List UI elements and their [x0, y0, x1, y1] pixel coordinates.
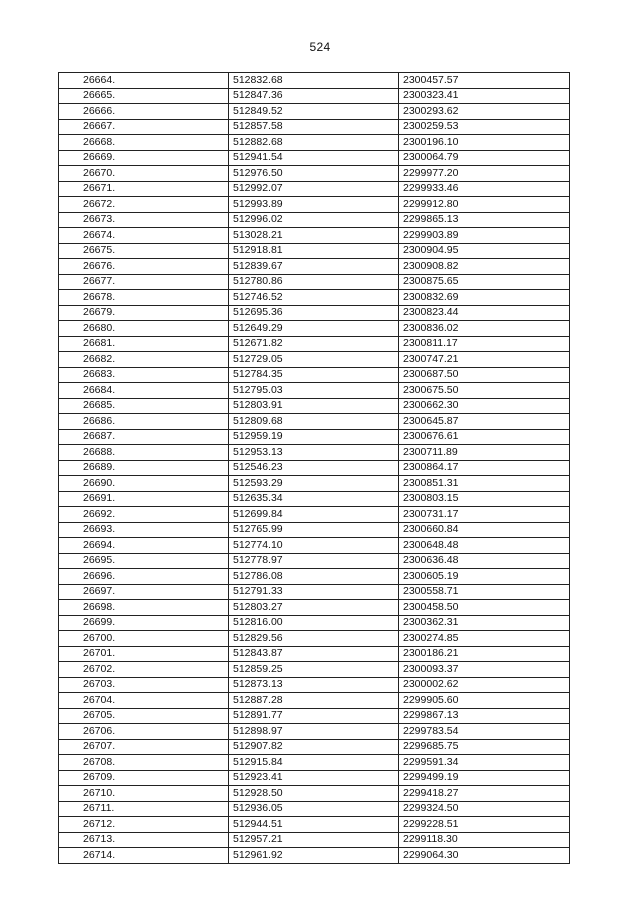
y-coordinate-cell: 2300293.62 [399, 104, 570, 120]
table-row [59, 398, 570, 414]
y-coordinate-cell: 2300362.31 [399, 615, 570, 631]
x-coordinate-cell: 512857.58 [229, 119, 399, 135]
point-number-cell: 26687. [59, 429, 229, 445]
table-row [59, 553, 570, 569]
table-row [59, 631, 570, 647]
table-row [59, 352, 570, 368]
point-number-cell: 26693. [59, 522, 229, 538]
table-row [59, 755, 570, 771]
y-coordinate-cell: 2300645.87 [399, 414, 570, 430]
y-coordinate-cell: 2300687.50 [399, 367, 570, 383]
x-coordinate-cell: 512915.84 [229, 755, 399, 771]
point-number-cell: 26695. [59, 553, 229, 569]
table-row [59, 538, 570, 554]
table-row [59, 708, 570, 724]
x-coordinate-cell: 512957.21 [229, 832, 399, 848]
y-coordinate-cell: 2299499.19 [399, 770, 570, 786]
table-row [59, 460, 570, 476]
x-coordinate-cell: 512887.28 [229, 693, 399, 709]
table-row [59, 522, 570, 538]
point-number-cell: 26696. [59, 569, 229, 585]
x-coordinate-cell: 512976.50 [229, 166, 399, 182]
point-number-cell: 26680. [59, 321, 229, 337]
x-coordinate-cell: 512729.05 [229, 352, 399, 368]
x-coordinate-cell: 512695.36 [229, 305, 399, 321]
x-coordinate-cell: 512928.50 [229, 786, 399, 802]
point-number-cell: 26699. [59, 615, 229, 631]
y-coordinate-cell: 2299865.13 [399, 212, 570, 228]
point-number-cell: 26665. [59, 88, 229, 104]
y-coordinate-cell: 2299867.13 [399, 708, 570, 724]
x-coordinate-cell: 512780.86 [229, 274, 399, 290]
table-row [59, 104, 570, 120]
table-row [59, 724, 570, 740]
table-row [59, 569, 570, 585]
table-row [59, 73, 570, 89]
point-number-cell: 26700. [59, 631, 229, 647]
x-coordinate-cell: 513028.21 [229, 228, 399, 244]
y-coordinate-cell: 2300558.71 [399, 584, 570, 600]
y-coordinate-cell: 2300605.19 [399, 569, 570, 585]
point-number-cell: 26707. [59, 739, 229, 755]
y-coordinate-cell: 2300675.50 [399, 383, 570, 399]
x-coordinate-cell: 512993.89 [229, 197, 399, 213]
y-coordinate-cell: 2300823.44 [399, 305, 570, 321]
point-number-cell: 26704. [59, 693, 229, 709]
table-row [59, 677, 570, 693]
table-row [59, 600, 570, 616]
table-row [59, 817, 570, 833]
x-coordinate-cell: 512784.35 [229, 367, 399, 383]
y-coordinate-cell: 2299903.89 [399, 228, 570, 244]
y-coordinate-cell: 2300811.17 [399, 336, 570, 352]
y-coordinate-cell: 2300836.02 [399, 321, 570, 337]
y-coordinate-cell: 2299977.20 [399, 166, 570, 182]
point-number-cell: 26664. [59, 73, 229, 89]
y-coordinate-cell: 2300662.30 [399, 398, 570, 414]
x-coordinate-cell: 512671.82 [229, 336, 399, 352]
table-row [59, 491, 570, 507]
x-coordinate-cell: 512593.29 [229, 476, 399, 492]
x-coordinate-cell: 512959.19 [229, 429, 399, 445]
point-number-cell: 26678. [59, 290, 229, 306]
x-coordinate-cell: 512849.52 [229, 104, 399, 120]
y-coordinate-cell: 2300259.53 [399, 119, 570, 135]
x-coordinate-cell: 512803.27 [229, 600, 399, 616]
y-coordinate-cell: 2300196.10 [399, 135, 570, 151]
table-row [59, 584, 570, 600]
point-number-cell: 26676. [59, 259, 229, 275]
point-number-cell: 26694. [59, 538, 229, 554]
table-row [59, 786, 570, 802]
point-number-cell: 26670. [59, 166, 229, 182]
y-coordinate-cell: 2299064.30 [399, 848, 570, 864]
x-coordinate-cell: 512774.10 [229, 538, 399, 554]
y-coordinate-cell: 2300908.82 [399, 259, 570, 275]
table-row [59, 383, 570, 399]
y-coordinate-cell: 2299783.54 [399, 724, 570, 740]
table-row [59, 150, 570, 166]
point-number-cell: 26701. [59, 646, 229, 662]
y-coordinate-cell: 2300002.62 [399, 677, 570, 693]
x-coordinate-cell: 512847.36 [229, 88, 399, 104]
table-row [59, 88, 570, 104]
x-coordinate-cell: 512746.52 [229, 290, 399, 306]
point-number-cell: 26667. [59, 119, 229, 135]
table-row [59, 290, 570, 306]
table-row [59, 367, 570, 383]
table-row [59, 243, 570, 259]
y-coordinate-cell: 2299685.75 [399, 739, 570, 755]
table-row [59, 445, 570, 461]
x-coordinate-cell: 512907.82 [229, 739, 399, 755]
y-coordinate-cell: 2300093.37 [399, 662, 570, 678]
table-row [59, 646, 570, 662]
table-row [59, 507, 570, 523]
point-number-cell: 26691. [59, 491, 229, 507]
point-number-cell: 26692. [59, 507, 229, 523]
x-coordinate-cell: 512832.68 [229, 73, 399, 89]
y-coordinate-cell: 2300676.61 [399, 429, 570, 445]
point-number-cell: 26669. [59, 150, 229, 166]
table-row [59, 119, 570, 135]
x-coordinate-cell: 512699.84 [229, 507, 399, 523]
x-coordinate-cell: 512859.25 [229, 662, 399, 678]
point-number-cell: 26681. [59, 336, 229, 352]
table-row [59, 770, 570, 786]
table-row [59, 305, 570, 321]
x-coordinate-cell: 512992.07 [229, 181, 399, 197]
x-coordinate-cell: 512778.97 [229, 553, 399, 569]
point-number-cell: 26675. [59, 243, 229, 259]
y-coordinate-cell: 2300064.79 [399, 150, 570, 166]
x-coordinate-cell: 512765.99 [229, 522, 399, 538]
x-coordinate-cell: 512944.51 [229, 817, 399, 833]
y-coordinate-cell: 2300636.48 [399, 553, 570, 569]
table-row [59, 166, 570, 182]
point-number-cell: 26710. [59, 786, 229, 802]
x-coordinate-cell: 512803.91 [229, 398, 399, 414]
y-coordinate-cell: 2300747.21 [399, 352, 570, 368]
y-coordinate-cell: 2300904.95 [399, 243, 570, 259]
point-number-cell: 26686. [59, 414, 229, 430]
point-number-cell: 26713. [59, 832, 229, 848]
y-coordinate-cell: 2299418.27 [399, 786, 570, 802]
point-number-cell: 26706. [59, 724, 229, 740]
table-row [59, 336, 570, 352]
y-coordinate-cell: 2300458.50 [399, 600, 570, 616]
table-row [59, 662, 570, 678]
y-coordinate-cell: 2300851.31 [399, 476, 570, 492]
point-number-cell: 26705. [59, 708, 229, 724]
table-row [59, 135, 570, 151]
y-coordinate-cell: 2299912.80 [399, 197, 570, 213]
point-number-cell: 26682. [59, 352, 229, 368]
point-number-cell: 26683. [59, 367, 229, 383]
point-number-cell: 26673. [59, 212, 229, 228]
x-coordinate-cell: 512795.03 [229, 383, 399, 399]
table-row [59, 739, 570, 755]
x-coordinate-cell: 512898.97 [229, 724, 399, 740]
table-row [59, 848, 570, 864]
table-row [59, 801, 570, 817]
y-coordinate-cell: 2299933.46 [399, 181, 570, 197]
table-row [59, 212, 570, 228]
point-number-cell: 26714. [59, 848, 229, 864]
point-number-cell: 26679. [59, 305, 229, 321]
point-number-cell: 26712. [59, 817, 229, 833]
y-coordinate-cell: 2300731.17 [399, 507, 570, 523]
y-coordinate-cell: 2299591.34 [399, 755, 570, 771]
table-row [59, 476, 570, 492]
x-coordinate-cell: 512891.77 [229, 708, 399, 724]
y-coordinate-cell: 2300832.69 [399, 290, 570, 306]
table-row [59, 693, 570, 709]
point-number-cell: 26708. [59, 755, 229, 771]
x-coordinate-cell: 512649.29 [229, 321, 399, 337]
point-number-cell: 26703. [59, 677, 229, 693]
point-number-cell: 26698. [59, 600, 229, 616]
point-number-cell: 26689. [59, 460, 229, 476]
coordinates-table [58, 72, 570, 864]
point-number-cell: 26702. [59, 662, 229, 678]
table-row [59, 832, 570, 848]
coordinates-table-body [59, 73, 570, 864]
table-row [59, 429, 570, 445]
x-coordinate-cell: 512961.92 [229, 848, 399, 864]
x-coordinate-cell: 512953.13 [229, 445, 399, 461]
page-number: 524 [309, 40, 331, 54]
table-row [59, 274, 570, 290]
y-coordinate-cell: 2300457.57 [399, 73, 570, 89]
x-coordinate-cell: 512918.81 [229, 243, 399, 259]
point-number-cell: 26674. [59, 228, 229, 244]
y-coordinate-cell: 2300648.48 [399, 538, 570, 554]
x-coordinate-cell: 512923.41 [229, 770, 399, 786]
table-row [59, 197, 570, 213]
y-coordinate-cell: 2299324.50 [399, 801, 570, 817]
x-coordinate-cell: 512829.56 [229, 631, 399, 647]
point-number-cell: 26697. [59, 584, 229, 600]
x-coordinate-cell: 512816.00 [229, 615, 399, 631]
y-coordinate-cell: 2300875.65 [399, 274, 570, 290]
point-number-cell: 26711. [59, 801, 229, 817]
x-coordinate-cell: 512941.54 [229, 150, 399, 166]
x-coordinate-cell: 512996.02 [229, 212, 399, 228]
x-coordinate-cell: 512839.67 [229, 259, 399, 275]
y-coordinate-cell: 2299118.30 [399, 832, 570, 848]
x-coordinate-cell: 512873.13 [229, 677, 399, 693]
point-number-cell: 26672. [59, 197, 229, 213]
point-number-cell: 26668. [59, 135, 229, 151]
x-coordinate-cell: 512791.33 [229, 584, 399, 600]
table-row [59, 259, 570, 275]
y-coordinate-cell: 2300186.21 [399, 646, 570, 662]
point-number-cell: 26677. [59, 274, 229, 290]
y-coordinate-cell: 2300323.41 [399, 88, 570, 104]
table-row [59, 228, 570, 244]
x-coordinate-cell: 512786.08 [229, 569, 399, 585]
y-coordinate-cell: 2300274.85 [399, 631, 570, 647]
x-coordinate-cell: 512843.87 [229, 646, 399, 662]
x-coordinate-cell: 512635.34 [229, 491, 399, 507]
x-coordinate-cell: 512882.68 [229, 135, 399, 151]
y-coordinate-cell: 2299228.51 [399, 817, 570, 833]
y-coordinate-cell: 2300660.84 [399, 522, 570, 538]
point-number-cell: 26666. [59, 104, 229, 120]
table-row [59, 321, 570, 337]
x-coordinate-cell: 512546.23 [229, 460, 399, 476]
point-number-cell: 26684. [59, 383, 229, 399]
table-row [59, 615, 570, 631]
y-coordinate-cell: 2300803.15 [399, 491, 570, 507]
y-coordinate-cell: 2299905.60 [399, 693, 570, 709]
point-number-cell: 26688. [59, 445, 229, 461]
x-coordinate-cell: 512936.05 [229, 801, 399, 817]
point-number-cell: 26685. [59, 398, 229, 414]
point-number-cell: 26671. [59, 181, 229, 197]
point-number-cell: 26690. [59, 476, 229, 492]
table-row [59, 414, 570, 430]
y-coordinate-cell: 2300711.89 [399, 445, 570, 461]
y-coordinate-cell: 2300864.17 [399, 460, 570, 476]
table-row [59, 181, 570, 197]
x-coordinate-cell: 512809.68 [229, 414, 399, 430]
point-number-cell: 26709. [59, 770, 229, 786]
